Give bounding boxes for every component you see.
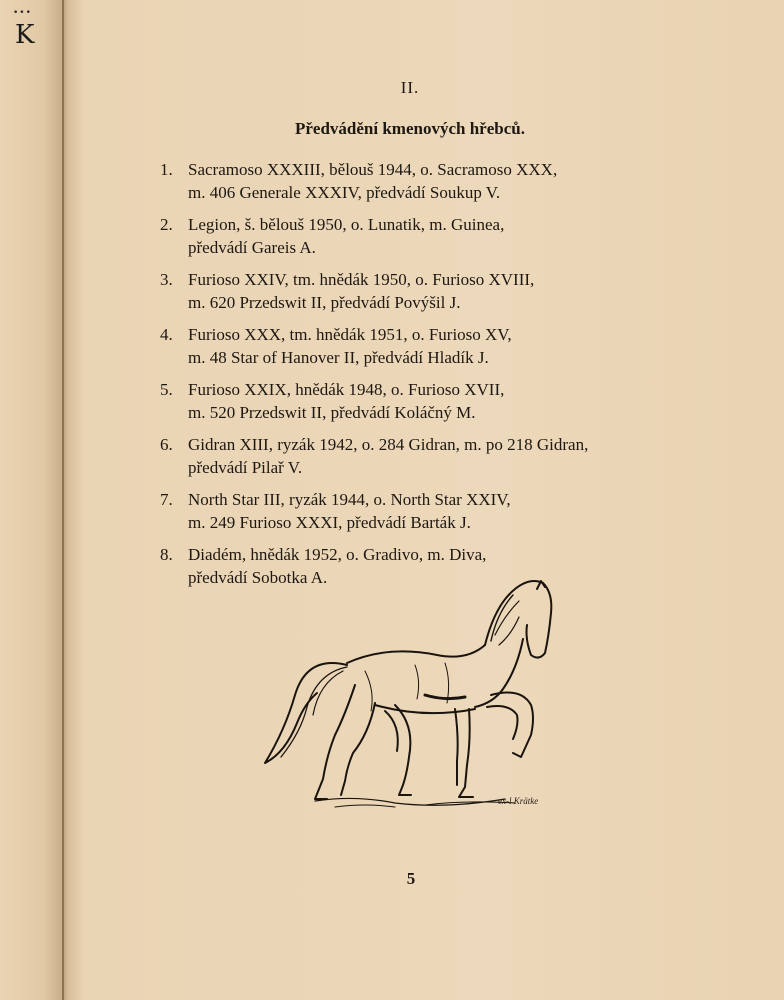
section-title: Předvádění kmenových hřebců. — [295, 119, 525, 138]
item-line-2: m. 249 Furioso XXXI, předvádí Barták J. — [188, 513, 471, 532]
list-item — [160, 268, 700, 314]
item-number: 6. — [160, 435, 173, 454]
horse-illustration — [255, 575, 565, 815]
item-line-2: m. 406 Generale XXXIV, předvádí Soukup V. — [188, 183, 501, 202]
item-line-2: m. 48 Star of Hanover II, předvádí Hladík J. — [188, 348, 489, 367]
item-line-2: m. 520 Przedswit II, předvádí Koláčný M. — [188, 403, 476, 422]
item-line-2: předvádí Gareis A. — [188, 238, 316, 257]
item-number: 2. — [160, 215, 173, 234]
left-page-edge — [0, 0, 62, 1000]
item-line-1: Furioso XXX, tm. hnědák 1951, o. Furioso XV, — [188, 325, 512, 344]
logo-dots: ••• — [13, 8, 32, 18]
item-number: 1. — [160, 160, 173, 179]
logo-letter: K — [15, 20, 35, 50]
item-number: 3. — [160, 270, 173, 289]
item-number: 8. — [160, 545, 173, 564]
item-line-1: Furioso XXIX, hnědák 1948, o. Furioso XVII, — [188, 380, 505, 399]
page-number: 5 — [406, 869, 416, 888]
item-line-1: Diadém, hnědák 1952, o. Gradivo, m. Diva, — [188, 545, 487, 564]
item-number: 5. — [160, 380, 173, 399]
item-line-2: předvádí Sobotka A. — [188, 568, 328, 587]
book-spine — [62, 0, 64, 1000]
item-line-1: Furioso XXIV, tm. hnědák 1950, o. Furioso XVIII, — [188, 270, 535, 289]
item-line-1: Legion, š. bělouš 1950, o. Lunatik, m. Guinea, — [188, 215, 505, 234]
item-number: 4. — [160, 325, 173, 344]
item-number: 7. — [160, 490, 173, 509]
list-item — [160, 158, 700, 204]
item-line-1: North Star III, ryzák 1944, o. North Star XXIV, — [188, 490, 511, 509]
corner-logo — [8, 8, 38, 50]
list-item — [160, 378, 700, 424]
artist-signature: ex-l Krätke — [498, 796, 539, 806]
item-line-2: předvádí Pilař V. — [188, 458, 303, 477]
section-number: II. — [400, 78, 420, 97]
list-item — [160, 323, 700, 369]
stallion-list — [160, 158, 700, 598]
list-item — [160, 488, 700, 534]
item-line-2: m. 620 Przedswit II, předvádí Povýšil J. — [188, 293, 461, 312]
item-line-1: Sacramoso XXXIII, bělouš 1944, o. Sacramoso XXX, — [188, 160, 558, 179]
list-item — [160, 433, 700, 479]
list-item — [160, 213, 700, 259]
item-line-1: Gidran XIII, ryzák 1942, o. 284 Gidran, m. po 218 Gidran, — [188, 435, 589, 454]
